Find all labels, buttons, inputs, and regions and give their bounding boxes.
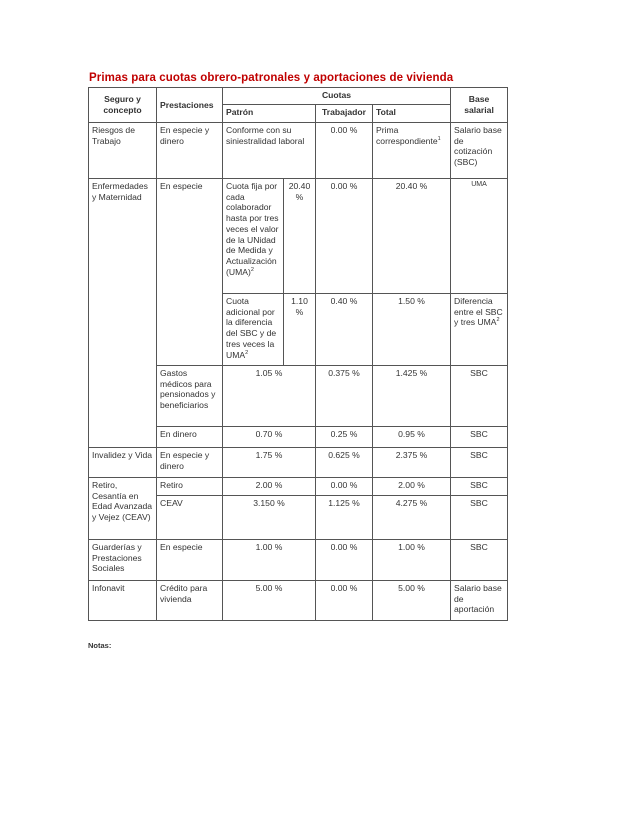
cell-trabajador: 0.00 % [316, 123, 373, 179]
header-trabajador: Trabajador [316, 105, 373, 123]
document-title: Primas para cuotas obrero-patronales y aportaciones de vivienda [89, 72, 454, 84]
cell-total: 5.00 % [373, 581, 451, 621]
table-row [89, 179, 508, 294]
cell-seguro-empty [89, 366, 157, 427]
patron-desc-text: Cuota adicional por la diferencia del SBC y de tres veces la UMA [226, 296, 277, 360]
cell-total: 1.425 % [373, 366, 451, 427]
cell-patron: 1.05 % [223, 366, 316, 427]
table-row [89, 427, 508, 448]
cell-base: SBC [451, 496, 508, 540]
cell-trabajador: 1.125 % [316, 496, 373, 540]
cell-trabajador: 0.00 % [316, 581, 373, 621]
cell-total: 1.00 % [373, 540, 451, 581]
cell-base: SBC [451, 366, 508, 427]
table-row [89, 478, 508, 496]
cell-prestacion: Gastos médicos para pensionados y beneficiarios [157, 366, 223, 427]
cell-total: 1.50 % [373, 294, 451, 366]
cell-seguro-empty [89, 294, 157, 366]
cell-patron-desc [223, 294, 284, 366]
cell-patron: 0.70 % [223, 427, 316, 448]
cell-prestacion: En especie [157, 540, 223, 581]
footnote-marker: 2 [250, 267, 254, 274]
cell-prestacion: Retiro [157, 478, 223, 496]
cell-trabajador: 0.625 % [316, 448, 373, 478]
cell-prestacion: En especie [157, 179, 223, 294]
cell-seguro: Guarderías y Prestaciones Sociales [89, 540, 157, 581]
cell-total [373, 123, 451, 179]
footnote-marker: 1 [437, 135, 441, 142]
header-seguro: Seguro y concepto [89, 88, 157, 123]
cell-patron-desc [223, 179, 284, 294]
contributions-table [88, 87, 508, 621]
cell-trabajador: 0.00 % [316, 540, 373, 581]
table-row [89, 366, 508, 427]
cell-prestacion: En especie y dinero [157, 448, 223, 478]
header-cuotas: Cuotas [223, 88, 451, 105]
cell-base: SBC [451, 427, 508, 448]
cell-patron-pct: 20.40 % [284, 179, 316, 294]
cell-patron: Conforme con su siniestralidad laboral [223, 123, 316, 179]
cell-seguro-empty [89, 427, 157, 448]
header-patron: Patrón [223, 105, 316, 123]
cell-trabajador: 0.25 % [316, 427, 373, 448]
base-text: Diferencia entre el SBC y tres UMA [454, 296, 503, 328]
cell-seguro: Infonavit [89, 581, 157, 621]
header-row-1 [89, 88, 508, 105]
cell-prestacion: En dinero [157, 427, 223, 448]
cell-prestacion-empty [157, 294, 223, 366]
cell-patron-pct: 1.10 % [284, 294, 316, 366]
cell-seguro: Riesgos de Trabajo [89, 123, 157, 179]
cell-seguro: Enfermedades y Maternidad [89, 179, 157, 294]
footnote-marker: 2 [245, 349, 249, 356]
table-row [89, 448, 508, 478]
total-text: Prima correspondiente [376, 125, 438, 146]
header-prestaciones: Prestaciones [157, 88, 223, 123]
cell-base: Salario base de aportación [451, 581, 508, 621]
cell-prestacion: Crédito para vivienda [157, 581, 223, 621]
table-row [89, 123, 508, 179]
patron-desc-text: Cuota fija por cada colaborador hasta por tres veces el valor de la UNidad de Medida y Actualización (UMA) [226, 181, 279, 277]
cell-prestacion: En especie y dinero [157, 123, 223, 179]
cell-base: UMA [451, 179, 508, 294]
table-row [89, 581, 508, 621]
cell-total: 2.00 % [373, 478, 451, 496]
cell-total: 20.40 % [373, 179, 451, 294]
footnote-marker: 2 [496, 317, 500, 324]
table-row [89, 294, 508, 366]
cell-patron: 1.75 % [223, 448, 316, 478]
header-total: Total [373, 105, 451, 123]
header-base-salarial: Base salarial [451, 88, 508, 123]
cell-seguro: Invalidez y Vida [89, 448, 157, 478]
cell-trabajador: 0.00 % [316, 179, 373, 294]
cell-patron: 3.150 % [223, 496, 316, 540]
cell-patron: 5.00 % [223, 581, 316, 621]
cell-base: SBC [451, 448, 508, 478]
cell-trabajador: 0.00 % [316, 478, 373, 496]
notes-label: Notas: [88, 641, 112, 650]
cell-total: 0.95 % [373, 427, 451, 448]
cell-base: Salario base de cotización (SBC) [451, 123, 508, 179]
cell-prestacion: CEAV [157, 496, 223, 540]
cell-patron: 1.00 % [223, 540, 316, 581]
cell-base: SBC [451, 540, 508, 581]
cell-patron: 2.00 % [223, 478, 316, 496]
cell-base: SBC [451, 478, 508, 496]
cell-total: 2.375 % [373, 448, 451, 478]
cell-trabajador: 0.375 % [316, 366, 373, 427]
cell-seguro: Retiro, Cesantía en Edad Avanzada y Vejez (CEAV) [89, 478, 157, 540]
cell-total: 4.275 % [373, 496, 451, 540]
cell-trabajador: 0.40 % [316, 294, 373, 366]
cell-base [451, 294, 508, 366]
table-row [89, 540, 508, 581]
